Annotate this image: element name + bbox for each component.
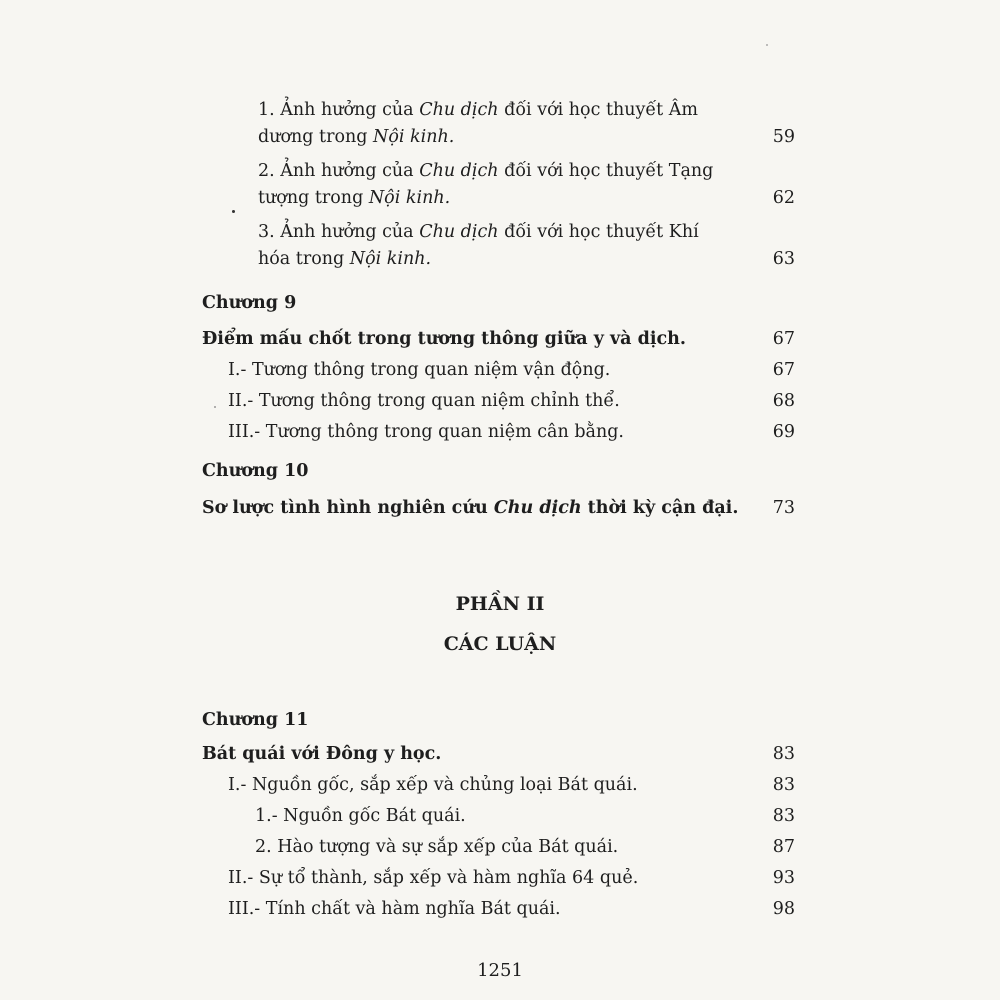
chapter-11-label: Chương 11 [202, 710, 309, 730]
chapter-11-title: Bát quái với Đông y học. [202, 744, 442, 764]
chapter-9-item-2: II.- Tương thông trong quan niệm chỉnh thể. [228, 391, 620, 411]
chapter-10-label: Chương 10 [202, 461, 309, 481]
part-heading: PHẦN II [455, 593, 545, 615]
toc-entry-1-line1: 1. Ảnh hưởng của Chu dịch đối với học thuyết Âm [258, 100, 699, 120]
chapter-9-item-1-page: 67 [772, 360, 795, 380]
toc-entry-3-line1: 3. Ảnh hưởng của Chu dịch đối với học thuyết Khí [258, 222, 699, 242]
chapter-11-item-2: 1.- Nguồn gốc Bát quái. [255, 806, 466, 826]
print-speck [214, 406, 216, 408]
chapter-11-item-1-page: 83 [772, 775, 795, 795]
toc-entry-2-line2: tượng trong Nội kinh. [258, 188, 451, 208]
chapter-11-item-5: III.- Tính chất và hàm nghĩa Bát quái. [228, 899, 561, 919]
chapter-9-item-1: I.- Tương thông trong quan niệm vận động. [228, 360, 611, 380]
print-speck [766, 44, 768, 46]
chapter-9-item-3: III.- Tương thông trong quan niệm cân bằng. [228, 422, 624, 442]
page-number: 1251 [477, 960, 523, 981]
toc-entry-2-line1: 2. Ảnh hưởng của Chu dịch đối với học thuyết Tạng [258, 161, 714, 181]
chapter-9-item-3-page: 69 [772, 422, 795, 442]
chapter-9-title: Điểm mấu chốt trong tương thông giữa y và dịch. [202, 329, 686, 349]
toc-entry-3-page: 63 [772, 249, 795, 269]
chapter-11-page: 83 [772, 744, 795, 764]
chapter-9-label: Chương 9 [202, 293, 297, 313]
chapter-11-item-1: I.- Nguồn gốc, sắp xếp và chủng loại Bát quái. [228, 775, 638, 795]
toc-entry-1-line2: dương trong Nội kinh. [258, 127, 455, 147]
toc-entry-1-page: 59 [772, 127, 795, 147]
chapter-11-item-4-page: 93 [772, 868, 795, 888]
print-speck [232, 210, 235, 213]
chapter-9-page: 67 [772, 329, 795, 349]
chapter-11-item-2-page: 83 [772, 806, 795, 826]
part-subheading: CÁC LUẬN [443, 633, 557, 655]
chapter-11-item-5-page: 98 [772, 899, 795, 919]
toc-entry-3-line2: hóa trong Nội kinh. [258, 249, 432, 269]
chapter-10-title: Sơ lược tình hình nghiên cứu Chu dịch thời kỳ cận đại. [202, 498, 739, 518]
chapter-9-item-2-page: 68 [772, 391, 795, 411]
chapter-11-item-4: II.- Sự tổ thành, sắp xếp và hàm nghĩa 64 quẻ. [228, 868, 639, 888]
chapter-10-page: 73 [772, 498, 795, 518]
chapter-11-item-3-page: 87 [772, 837, 795, 857]
toc-entry-2-page: 62 [772, 188, 795, 208]
chapter-11-item-3: 2. Hào tượng và sự sắp xếp của Bát quái. [255, 837, 619, 857]
